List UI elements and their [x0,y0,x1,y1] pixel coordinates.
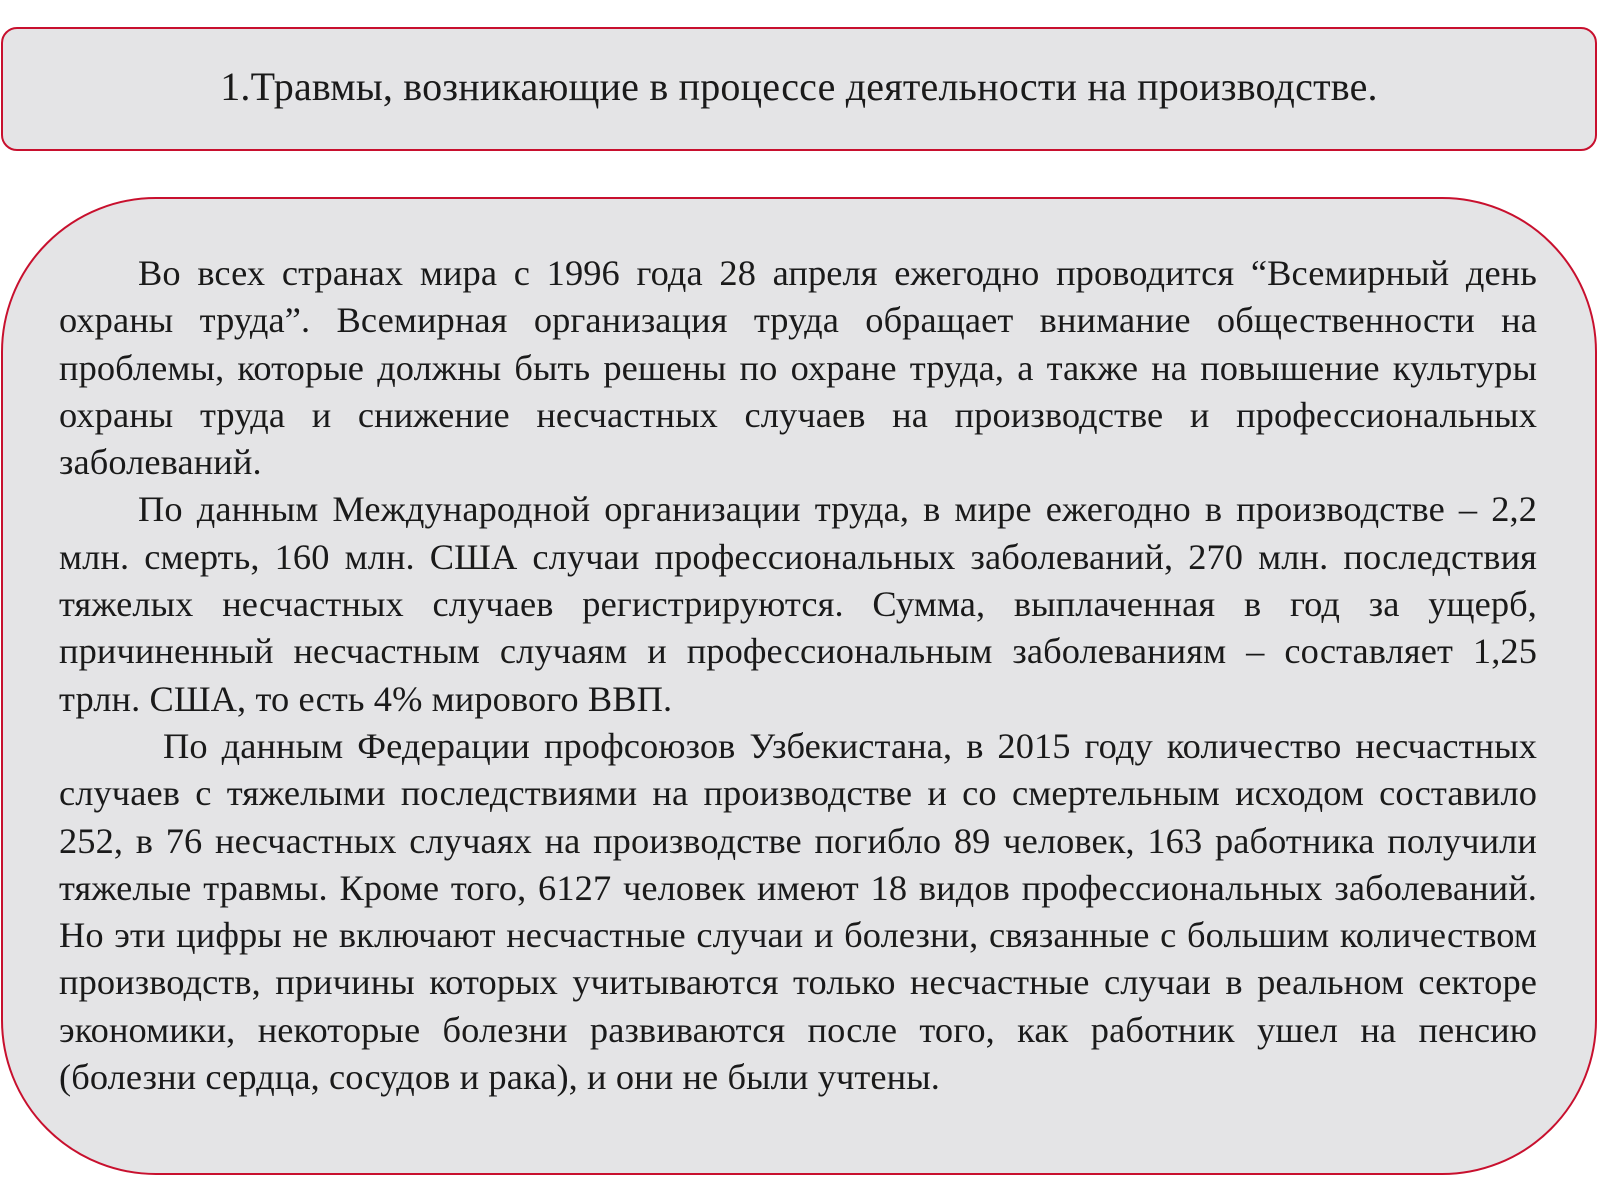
slide-title: 1.Травмы, возникающие в процессе деятельности на производстве. [220,64,1378,109]
slide-title-box [1,27,1597,151]
paragraph-world-day: Во всех странах мира с 1996 года 28 апреля ежегодно проводится “Всемирный день охраны труда”. Всемирная организация труда обращает внимание общественности на проблемы, которые должны быть решены по охране труда, а также на повышение культуры охраны труда и снижение несчастных случаев на производстве и профессиональных заболеваний. [59,253,1537,483]
paragraph-uzbekistan-statistics: По данным Федерации профсоюзов Узбекистана, в 2015 году количество несчастных случаев с тяжелыми последствиями на производстве и со смертельным исходом составило 252, в 76 несчастных случаях на производстве погибло 89 человек, 163 работника получили тяжелые травмы. Кроме того, 6127 человек имеют 18 видов профессиональных заболеваний. Но эти цифры не включают несчастные случаи и болезни, связанные с большим количеством производств, причины которых учитываются только несчастные случаи в реальном секторе экономики, некоторые болезни развиваются после того, как работник ушел на пенсию (болезни сердца, сосудов и рака), и они не были учтены. [59,725,1537,1098]
slide-body-text [59,250,1537,1101]
paragraph-ilo-statistics: По данным Международной организации труда, в мире ежегодно в производстве – 2,2 млн. смерть, 160 млн. США случаи профессиональных заболеваний, 270 млн. последствия тяжелых несчастных случаев регистрируются. Сумма, выплаченная в год за ущерб, причиненный несчастным случаям и профессиональным заболеваниям – составляет 1,25 трлн. США, то есть 4% мирового ВВП. [59,489,1537,719]
